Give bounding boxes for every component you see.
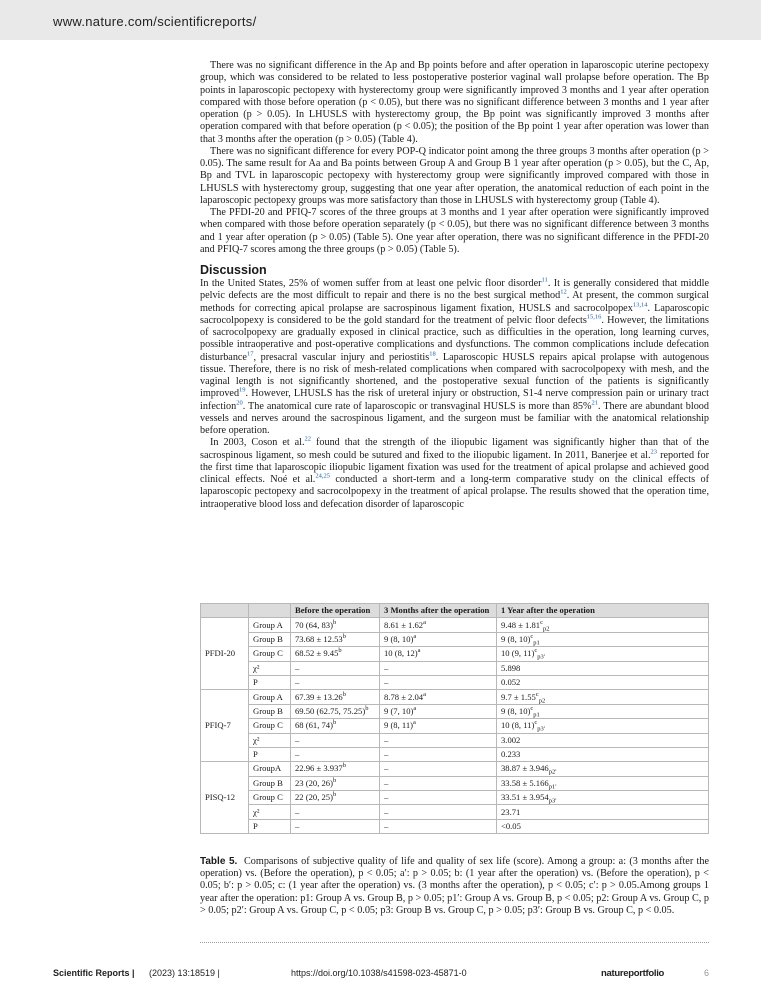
citation-info: (2023) 13:18519 | <box>149 968 220 978</box>
group-cell: GroupA <box>249 762 291 776</box>
table-row <box>201 805 709 819</box>
value-cell: 69.50 (62.75, 75.25)$^b$ <box>291 704 380 718</box>
citation-ref[interactable]: 24,25 <box>315 472 330 480</box>
value-cell: – <box>291 675 380 689</box>
group-cell: Group B <box>249 632 291 646</box>
measure-label: PFIQ-7 <box>201 690 249 762</box>
citation-ref[interactable]: 15,16 <box>586 313 602 321</box>
table-row <box>201 618 709 632</box>
divider <box>200 942 709 943</box>
table-header-cell: 3 Months after the operation <box>380 604 497 618</box>
value-cell: – <box>291 661 380 675</box>
table-row <box>201 719 709 733</box>
table-row <box>201 675 709 689</box>
table-row <box>201 647 709 661</box>
value-cell: 70 (64, 83)$^b$ <box>291 618 380 632</box>
value-cell: 9 (8, 11)$^a$ <box>380 719 497 733</box>
publisher-logo: natureportfolio <box>601 968 665 979</box>
value-cell: 9 (7, 10)$^a$ <box>380 704 497 718</box>
citation-ref[interactable]: 22 <box>304 435 312 443</box>
value-cell: – <box>291 747 380 761</box>
citation-ref[interactable]: 11 <box>541 276 548 284</box>
doi-link[interactable]: https://doi.org/10.1038/s41598-023-45871-0 <box>291 968 467 978</box>
table-row <box>201 747 709 761</box>
table-row <box>201 704 709 718</box>
results-paragraph: The PFDI-20 and PFIQ-7 scores of the three groups at 3 months and 1 year after operation were significantly improved when compared with those before operation separately (p < 0.05), but there was no significant difference between 3 months and 1 year after operation (p > 0.05) (Table 5). One year after operation, there was no significant difference in the PFDI-20 and PFIQ-7 scores among the three groups (p > 0.05) (Table 5). <box>200 207 709 255</box>
value-cell: – <box>380 747 497 761</box>
value-cell: 0.233 <box>497 747 709 761</box>
table-header-cell <box>201 604 249 618</box>
measure-label: PISQ-12 <box>201 762 249 834</box>
group-cell: P <box>249 747 291 761</box>
table-caption <box>200 856 709 917</box>
citation-ref[interactable]: 19 <box>239 386 246 394</box>
journal-name: Scientific Reports | <box>53 968 135 978</box>
table-row <box>201 776 709 790</box>
table-row <box>201 733 709 747</box>
table-header-row <box>201 604 709 618</box>
value-cell: – <box>380 661 497 675</box>
value-cell: – <box>291 733 380 747</box>
value-cell: 9.48 ± 1.81$^c_{p2}$ <box>497 618 709 632</box>
group-cell: P <box>249 819 291 833</box>
value-cell: – <box>380 675 497 689</box>
table-row <box>201 791 709 805</box>
table-row <box>201 819 709 833</box>
group-cell: χ² <box>249 661 291 675</box>
table-header-cell <box>249 604 291 618</box>
table-header-cell: Before the operation <box>291 604 380 618</box>
table-row <box>201 632 709 646</box>
value-cell: – <box>291 805 380 819</box>
article-body <box>200 60 709 511</box>
citation-ref[interactable]: 23 <box>650 448 658 456</box>
table-body <box>201 618 709 834</box>
group-cell: Group C <box>249 791 291 805</box>
table-5 <box>200 603 709 834</box>
value-cell: $33.51 \pm 3.954_{p3'}$ <box>497 791 709 805</box>
value-cell: <0.05 <box>497 819 709 833</box>
page-number: 6 <box>704 968 710 978</box>
value-cell: – <box>380 776 497 790</box>
value-cell: $38.87 \pm 3.946_{p2'}$ <box>497 762 709 776</box>
citation-ref[interactable]: 20 <box>236 399 243 407</box>
value-cell: $33.58 \pm 5.166_{p1'}$ <box>497 776 709 790</box>
discussion-paragraph: In 2003, Coson et al.$^{22}$ found that the strength of the iliopubic ligament was significantly higher than that of the sacrospinous ligament, so mesh could be sutured and fixed to the iliopubic ligament. In 2011, Banerjee et al.$^{23}$ reported for the first time that laparoscopic iliopubic ligament fixation was used for the treatment of apical prolapse and achieved good clinical effects. Noé et al.$^{24,25}$ conducted a short-term and a long-term comparative study on the clinical effects of laparoscopic pectopexy and sacrocolpopexy in the treatment of apical prolapse. The results showed that the operation time, intraoperative blood loss and defecation disorder of laparoscopic <box>200 435 710 510</box>
caption-label: Table 5. <box>200 856 238 867</box>
group-cell: Group B <box>249 776 291 790</box>
table-row <box>201 762 709 776</box>
section-heading: Discussion <box>200 263 267 277</box>
results-paragraph: There was no significant difference in the Ap and Bp points before and after operation in laparoscopic uterine pectopexy group, which was considered to be related to less postoperative posterior vaginal wall prolapse before operation. The Bp points in laparoscopic pectopexy with hysterectomy group were significantly improved 3 months and 1 year after operation compared with those before operation (p < 0.05), but there was no significant difference between 3 months and 1 year after operation (p > 0.05). In LHUSLS with hysterectomy group, the Bp point was significantly improved 3 months after operation compared with that before operation (p < 0.05); the position of the Bp point 1 year after operation was lower than that 3 months after the operation (p > 0.05) (Table 4). <box>200 60 709 145</box>
value-cell: 23 (20, 26)$^b$ <box>291 776 380 790</box>
value-cell: 22 (20, 25)$^b$ <box>291 791 380 805</box>
value-cell: 68 (61, 74)$^b$ <box>291 719 380 733</box>
value-cell: 73.68 ± 12.53$^b$ <box>291 632 380 646</box>
value-cell: – <box>380 733 497 747</box>
citation-ref[interactable]: 18 <box>429 350 436 358</box>
group-cell: Group B <box>249 704 291 718</box>
value-cell: – <box>380 762 497 776</box>
value-cell: 9 (8, 10)$^a$ <box>380 632 497 646</box>
table-row <box>201 661 709 675</box>
group-cell: Group A <box>249 690 291 704</box>
citation-ref[interactable]: 12 <box>560 288 567 296</box>
citation-ref[interactable]: 17 <box>246 350 254 358</box>
value-cell: 23.71 <box>497 805 709 819</box>
value-cell: 0.052 <box>497 675 709 689</box>
value-cell: – <box>380 791 497 805</box>
value-cell: – <box>380 819 497 833</box>
value-cell: 8.78 ± 2.04$^a$ <box>380 690 497 704</box>
measure-label: PFDI-20 <box>201 618 249 690</box>
group-cell: Group A <box>249 618 291 632</box>
group-cell: χ² <box>249 805 291 819</box>
group-cell: Group C <box>249 647 291 661</box>
table-header-cell: 1 Year after the operation <box>497 604 709 618</box>
caption-text: Comparisons of subjective quality of life and quality of sex life (score). Among a group: a: (3 months after the operation) vs. (Before the operation), p < 0.05; a′: p > 0.05; b: (1 year after the operation) vs. (Before the operation), p < 0.05; b′: p > 0.05; c: (1 year after the operation) vs. (3 months after the operation), p < 0.05; c′: p > 0.05.Among groups 1 year after the operation: p1: Group A vs. Group B, p > 0.05; p1′: Group A vs. Group B, p < 0.05; p2: Group A vs. Group C, p > 0.05; p2′: Group A vs. Group C, p < 0.05; p3: Group B vs. Group C, p > 0.05; p3′: Group B vs. Group C, p < 0.05. <box>200 856 710 916</box>
page-header <box>0 0 761 40</box>
value-cell: 9 (8, 10)$^c_{p1}$ <box>497 704 709 718</box>
site-url[interactable]: www.nature.com/scientificreports/ <box>53 14 257 29</box>
value-cell: 10 (9, 11)$^c_{p3'}$ <box>497 647 709 661</box>
value-cell: 22.96 ± 3.937$^b$ <box>291 762 380 776</box>
value-cell: 5.898 <box>497 661 709 675</box>
value-cell: 10 (8, 11)$^c_{p3'}$ <box>497 719 709 733</box>
value-cell: 9.7 ± 1.55$^c_{p2}$ <box>497 690 709 704</box>
group-cell: Group C <box>249 719 291 733</box>
value-cell: 68.52 ± 9.45$^b$ <box>291 647 380 661</box>
value-cell: 8.61 ± 1.62$^a$ <box>380 618 497 632</box>
value-cell: 10 (8, 12)$^a$ <box>380 647 497 661</box>
discussion-paragraph: In the United States, 25% of women suffer from at least one pelvic floor disorder$^{11}$. It is generally considered that middle pelvic defects are the most difficult to repair and there is no the best surgical method$^{12}$. At present, the common surgical methods for correcting apical prolapse are sacrospinous ligament fixation, HUSLS and sacrocolpopex$^{13,14}$. Laparoscopic sacrocolpopexy is considered to be the gold standard for the treatment of pelvic floor defects$^{15,16}$. However, the limitations of sacrocolpopexy are gradually exposed in clinical practice, such as difficulties in the operation, long learning curves, possible intraoperative and post-operative complications and dysfunctions. The common complications include defecation disturbance$^{17}$, presacral vascular injury and periostitis$^{18}$. Laparoscopic HUSLS repairs apical prolapse with autogenous tissue. Therefore, there is no risk of mesh-related complications when compared with sacrocolpopexy with mesh, and the vaginal length is not significantly shortened, and the postoperative sexual function of the patients is significantly improved$^{19}$. However, LHUSLS has the risk of ureteral injury or obstruction, S1-4 nerve compression pain or urinary tract infection$^{20}$. The anatomical cure rate of laparoscopic or transvaginal HUSLS is more than 85%$^{21}$. There are abundant blood vessels and nerves around the sacrospinous ligament, and the surgeon must be familiar with the anatomical relationship before operation. <box>200 276 710 436</box>
value-cell: 67.39 ± 13.26$^b$ <box>291 690 380 704</box>
value-cell: – <box>291 819 380 833</box>
results-paragraph: There was no significant difference for every POP-Q indicator point among the three groups 3 months after operation (p > 0.05). The same result for Aa and Ba points between Group A and Group B 1 year after operation (p > 0.05), but the C, Ap, Bp and TVL in laparoscopic pectopexy with hysterectomy group were significantly improved compared with those in LHUSLS with hysterectomy group, suggesting that one year after operation, the anatomical reduction of each point in the laparoscopic pectopexy groups was more satisfactory than those in LHUSLS with hysterectomy group (Table 4). <box>200 145 709 206</box>
value-cell: 9 (8, 10)$^c_{p1}$ <box>497 632 709 646</box>
table-row <box>201 690 709 704</box>
citation-ref[interactable]: 21 <box>591 399 598 407</box>
citation-ref[interactable]: 13,14 <box>632 301 648 309</box>
value-cell: – <box>380 805 497 819</box>
group-cell: P <box>249 675 291 689</box>
group-cell: χ² <box>249 733 291 747</box>
value-cell: 3.002 <box>497 733 709 747</box>
